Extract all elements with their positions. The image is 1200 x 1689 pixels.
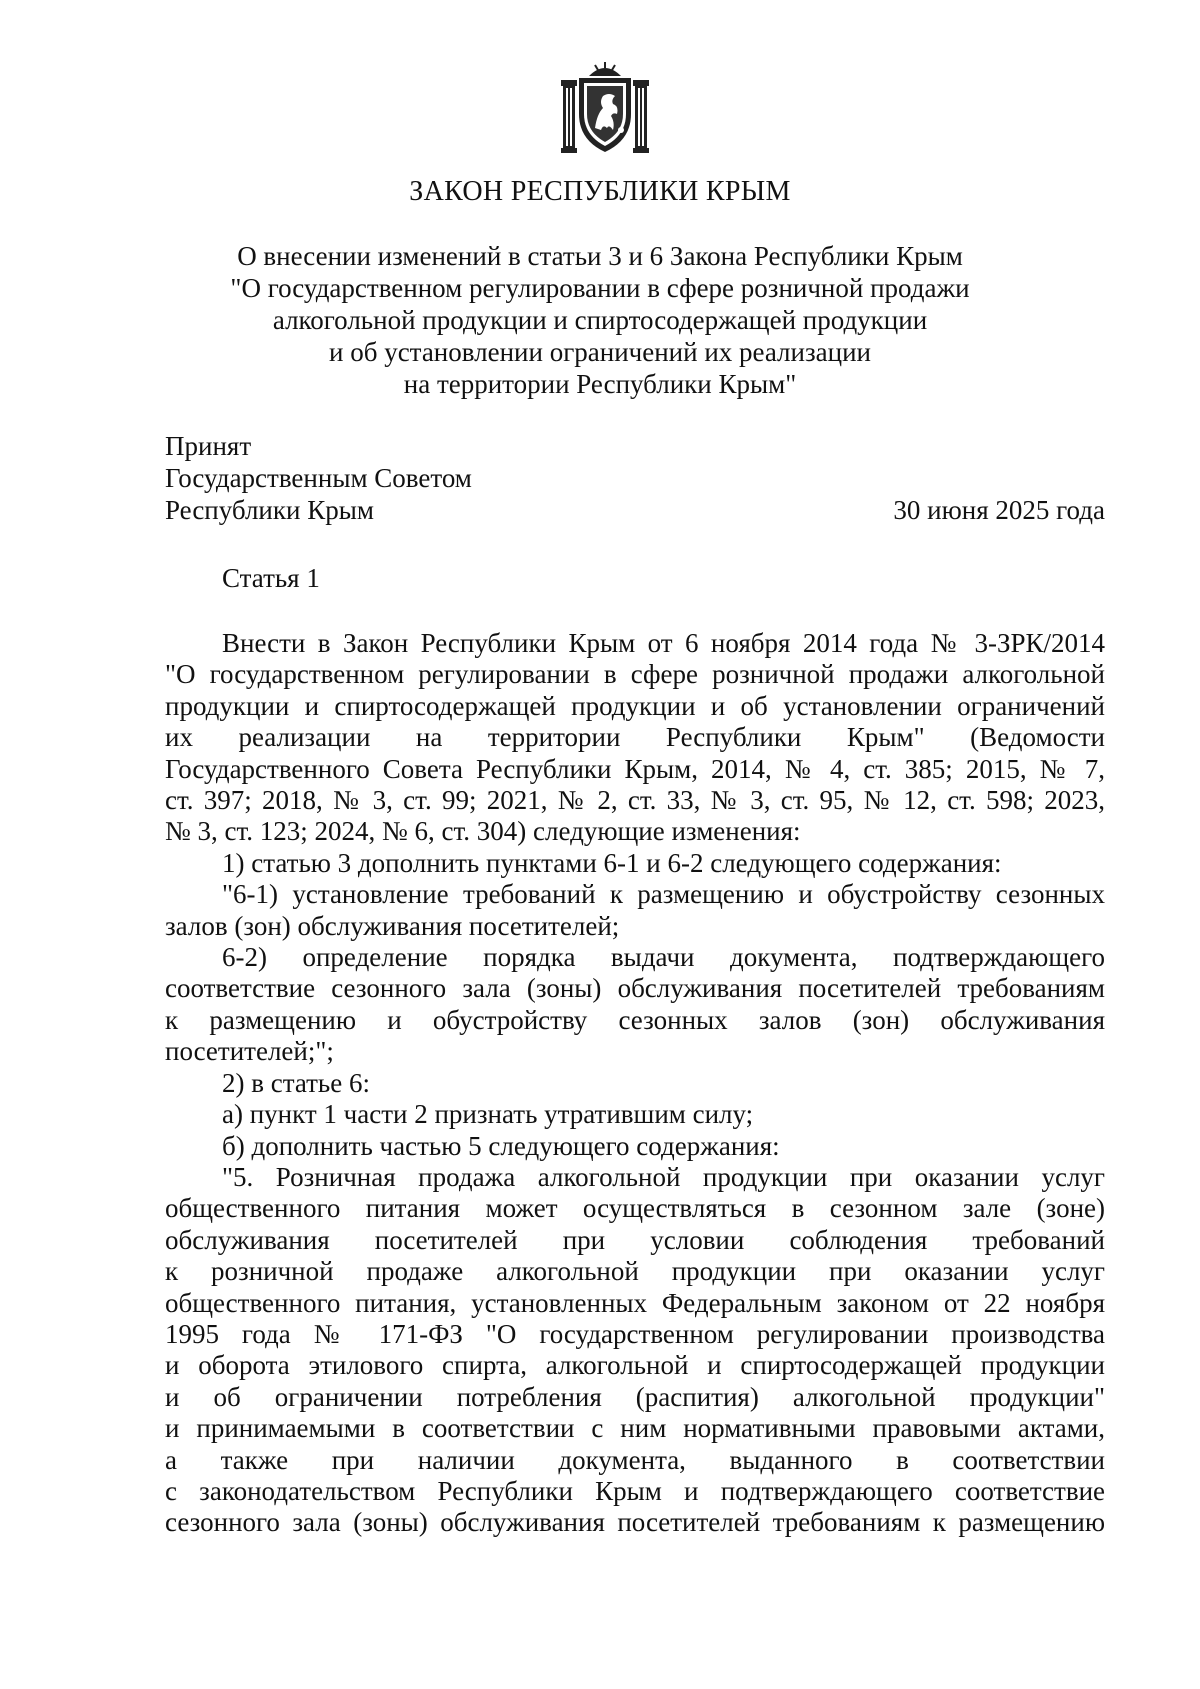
body-line: обслуживания посетителей при условии соблюдения требований [165, 1224, 1105, 1255]
adoption-line: Государственным Советом [165, 463, 472, 493]
body-line: 1995 года № 171-ФЗ "О государственном регулировании производства [165, 1318, 1105, 1349]
body-line: общественного питания может осуществляться в сезонном зале (зоне) [165, 1193, 1105, 1224]
body-line: а также при наличии документа, выданного в соответствии [165, 1444, 1105, 1475]
body-line: Внести в Закон Республики Крым от 6 ноября 2014 года № 3-ЗРК/2014 [222, 628, 1105, 658]
adoption-line: Республики Крым [165, 495, 374, 525]
body-line: продукции и спиртосодержащей продукции и об установлении ограничений [165, 690, 1105, 721]
body-line: к розничной продаже алкогольной продукции при оказании услуг [165, 1256, 1105, 1287]
body-line: их реализации на территории Республики Крым" (Ведомости [165, 722, 1105, 753]
article-heading: Статья 1 [222, 563, 320, 593]
body-line: ст. 397; 2018, № 3, ст. 99; 2021, № 2, ст. 33, № 3, ст. 95, № 12, ст. 598; 2023, [165, 785, 1105, 816]
body-line: с законодательством Республики Крым и подтверждающего соответствие [165, 1475, 1105, 1506]
crimea-coat-of-arms-icon [561, 62, 649, 154]
law-subject-line: "О государственном регулировании в сфере розничной продажи [230, 273, 970, 303]
law-title: ЗАКОН РЕСПУБЛИКИ КРЫМ [409, 176, 791, 207]
body-line: № 3, ст. 123; 2024, № 6, ст. 304) следующие изменения: [165, 816, 801, 847]
body-line: и принимаемыми в соответствии с ним нормативными правовыми актами, [165, 1413, 1105, 1444]
body-line: "5. Розничная продажа алкогольной продукции при оказании услуг [222, 1161, 1105, 1192]
body-line: к размещению и обустройству сезонных залов (зон) обслуживания [165, 1004, 1105, 1035]
law-subject-line: и об установлении ограничений их реализации [329, 337, 871, 367]
adoption-date: 30 июня 2025 года [893, 495, 1105, 525]
body-line: соответствие сезонного зала (зоны) обслуживания посетителей требованиям [165, 973, 1105, 1004]
adoption-line: Принят [165, 431, 252, 461]
adoption-block [165, 430, 472, 526]
article-body [165, 628, 1105, 1539]
body-line: 6-2) определение порядка выдачи документа, подтверждающего [222, 942, 1105, 973]
body-line: б) дополнить частью 5 следующего содержания: [222, 1130, 780, 1161]
body-line: сезонного зала (зоны) обслуживания посетителей требованиям к размещению [165, 1507, 1105, 1538]
body-line: 2) в статье 6: [222, 1067, 370, 1098]
body-line: "6-1) установление требований к размещению и обустройству сезонных [222, 879, 1105, 910]
body-line: и оборота этилового спирта, алкогольной и спиртосодержащей продукции [165, 1350, 1105, 1381]
body-line: общественного питания, установленных Федеральным законом от 22 ноября [165, 1287, 1105, 1318]
body-line: а) пункт 1 части 2 признать утратившим силу; [222, 1099, 754, 1130]
law-subject-line: О внесении изменений в статьи 3 и 6 Закона Республики Крым [237, 241, 963, 271]
body-line: 1) статью 3 дополнить пунктами 6-1 и 6-2 следующего содержания: [222, 847, 1002, 878]
body-line: посетителей;"; [165, 1036, 334, 1067]
body-line: "О государственном регулировании в сфере розничной продажи алкогольной [165, 659, 1105, 690]
body-line: Государственного Совета Республики Крым, 2014, № 4, ст. 385; 2015, № 7, [165, 753, 1105, 784]
law-subject [150, 240, 1050, 400]
body-line: залов (зон) обслуживания посетителей; [165, 910, 620, 941]
law-subject-line: алкогольной продукции и спиртосодержащей продукции [272, 305, 928, 335]
law-subject-line: на территории Республики Крым" [403, 369, 797, 399]
body-line: и об ограничении потребления (распития) алкогольной продукции" [165, 1381, 1105, 1412]
